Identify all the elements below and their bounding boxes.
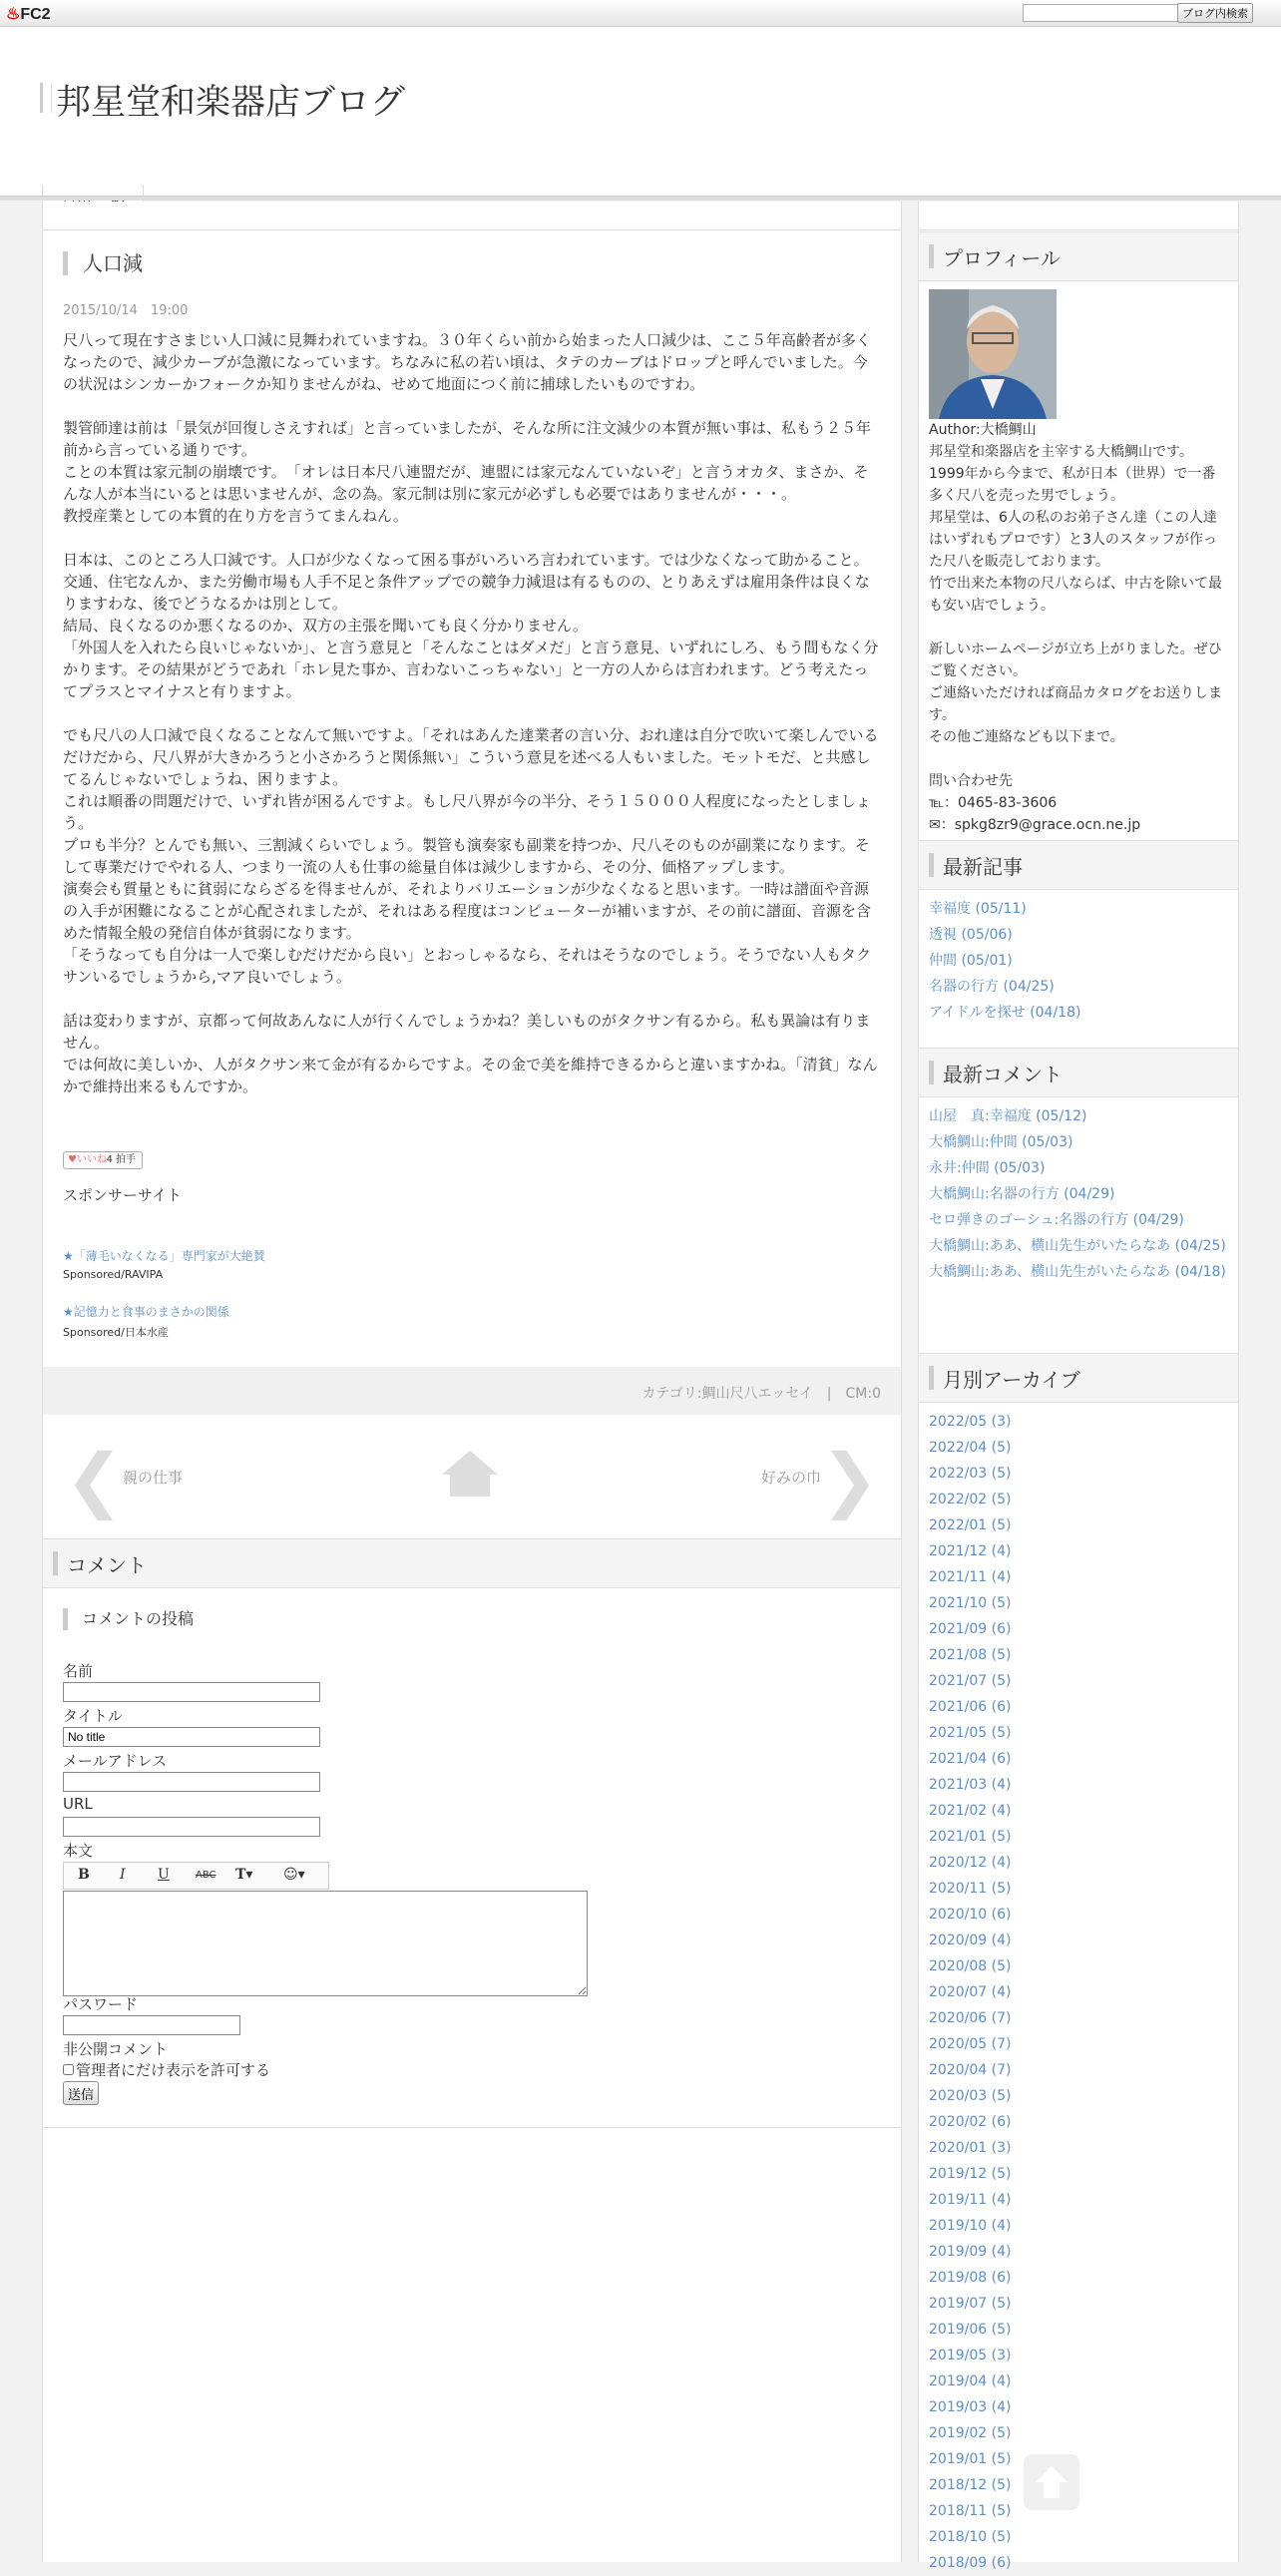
- blog-search-input[interactable]: [1023, 4, 1180, 22]
- archive-month-link[interactable]: 2019/08 (6): [929, 2270, 1012, 2286]
- font-color-button[interactable]: T▾: [235, 1867, 253, 1883]
- main-top-divider: [43, 229, 901, 230]
- sponsored-ad-link[interactable]: ★「薄毛いなくなる」専門家が大絶賛: [63, 1249, 265, 1263]
- private-checkbox-label[interactable]: 管理者にだけ表示を許可する: [76, 2061, 271, 2079]
- entry-category-cm[interactable]: カテゴリ:鯛山尺八エッセイ | CM:0: [641, 1386, 881, 1402]
- archive-month-link[interactable]: 2021/06 (6): [929, 1699, 1012, 1715]
- recent-posts-header: [919, 840, 1238, 890]
- recent-post-link[interactable]: 名器の行方 (04/25): [929, 979, 1055, 995]
- archive-month-link[interactable]: 2019/04 (4): [929, 2373, 1012, 2389]
- profile-photo[interactable]: [929, 289, 1057, 419]
- recent-post-link[interactable]: 透視 (05/06): [929, 927, 1013, 943]
- archive-month-link[interactable]: 2022/05 (3): [929, 1414, 1012, 1430]
- profile-title: プロフィール: [943, 246, 1061, 270]
- archive-month-link[interactable]: 2022/02 (5): [929, 1492, 1012, 1507]
- archive-month-link[interactable]: 2020/01 (3): [929, 2140, 1012, 2156]
- archive-month-link[interactable]: 2019/12 (5): [929, 2166, 1012, 2182]
- recent-posts-list: [929, 896, 1080, 1026]
- home-icon[interactable]: [440, 1449, 500, 1499]
- next-arrow-icon[interactable]: ❯: [820, 1439, 879, 1520]
- archive-month-link[interactable]: 2022/04 (5): [929, 1440, 1012, 1456]
- blog-search-button[interactable]: ブログ内検索: [1177, 3, 1253, 23]
- submit-comment-button[interactable]: 送信: [63, 2081, 99, 2105]
- prev-entry-link[interactable]: 親の仕事: [123, 1469, 184, 1487]
- password-field[interactable]: [63, 2015, 240, 2035]
- side-top-divider: [919, 229, 1238, 230]
- title-decoration: [40, 83, 52, 113]
- archive-month-link[interactable]: 2019/02 (5): [929, 2425, 1012, 2441]
- archive-month-link[interactable]: 2021/11 (4): [929, 1569, 1012, 1585]
- fc2-logo[interactable]: [6, 4, 51, 24]
- recent-comment-link[interactable]: 大橋鯛山:名器の行方 (04/29): [929, 1186, 1115, 1202]
- recent-comment-link[interactable]: 大橋鯛山:ああ、横山先生がいたらなあ (04/18): [929, 1264, 1226, 1280]
- name-label: 名前: [63, 1662, 94, 1680]
- archive-month-link[interactable]: 2020/12 (4): [929, 1855, 1012, 1871]
- recent-comment-link[interactable]: 大橋鯛山:ああ、横山先生がいたらなあ (04/25): [929, 1238, 1226, 1254]
- archive-month-link[interactable]: 2021/03 (4): [929, 1777, 1012, 1793]
- recent-comment-link[interactable]: 大橋鯛山:仲間 (05/03): [929, 1134, 1073, 1150]
- prev-arrow-icon[interactable]: ❮: [65, 1439, 124, 1520]
- recent-comment-link[interactable]: 山屋 真:幸福度 (05/12): [929, 1108, 1087, 1124]
- archive-month-link[interactable]: 2019/03 (4): [929, 2399, 1012, 2415]
- like-button[interactable]: [63, 1151, 143, 1169]
- entry-footer: [43, 1367, 901, 1415]
- archive-month-link[interactable]: 2018/10 (5): [929, 2529, 1012, 2545]
- emoji-button[interactable]: ☺▾: [283, 1867, 305, 1883]
- archive-month-link[interactable]: 2021/05 (5): [929, 1725, 1012, 1741]
- italic-button[interactable]: I: [120, 1867, 126, 1883]
- recent-post-link[interactable]: 幸福度 (05/11): [929, 901, 1027, 917]
- comment-form-title: コメントの投稿: [63, 1608, 194, 1630]
- archive-month-link[interactable]: 2019/10 (4): [929, 2218, 1012, 2234]
- profile-line: 竹で出来た本物の尺八ならば、中古を除いて最も安い店でしょう。: [929, 576, 1222, 614]
- body-label: 本文: [63, 1842, 94, 1860]
- sponsored-ad-link[interactable]: ★記憶力と食事のまさかの関係: [63, 1305, 229, 1319]
- profile-line: Author:大橋鯛山: [929, 422, 1037, 438]
- blog-title[interactable]: 邦星堂和楽器店ブログ: [56, 83, 406, 123]
- header-bar: [929, 1366, 934, 1390]
- profile-line: 邦星堂和楽器店を主宰する大橋鯛山です。1999年から今まで、私が日本（世界）で一番多く尺八を売った男でしょう。: [929, 444, 1216, 504]
- profile-spacer: [929, 617, 1228, 639]
- comments-title: コメント: [67, 1553, 147, 1577]
- entry-paragraph: でも尺八の人口減で良くなることなんて無いですよ。「それはあんた達業者の言い分、おれ達は自分で吹いて楽しんでいるだけだから、尺八界が大きかろうと小さかろうと関係無い」こういう意見を述べる人もいました。モットモだ、と共感してるんじゃないでしょうね、困りますよ。 これは順番の問題だけで、いずれ皆が困るんですよ。もし尺八界が今の半分、そう１５０００人程度になったとしましょう。 プロも半分？とんでも無い、三割減くらいでしょう。製管も演奏家も副業を持つか、尺八そのものが副業になります。そして専業だけでやれる人、つまり一流の人も仕事の総量自体は減少しますから、その分、価格アップします。 演奏会も質量ともに貧弱にならざるを得ませんが、それよりバリエーションが少なくなると思います。一時は譜面や音源の入手が困難になることが心配されましたが、それはある程度はコンピューターが補いますが、その前に譜面、音源を含めた情報全般の発信自体が貧弱になります。 「そうなっても自分は一人で楽しむだけだから良い」とおっしゃるなら、それはそうなのでしょう。そうでない人もタクサンいるでしょうから,マア良いでしょう。: [63, 726, 879, 986]
- arrow-up-icon: [1024, 2454, 1079, 2510]
- archive-month-link[interactable]: 2020/03 (5): [929, 2088, 1012, 2104]
- url-label: URL: [63, 1795, 93, 1813]
- header-bar: [53, 1551, 58, 1575]
- like-label: ♥いいね: [68, 1154, 107, 1165]
- profile-line: 問い合わせ先: [929, 773, 1013, 789]
- archive-month-link[interactable]: 2019/05 (3): [929, 2348, 1012, 2363]
- archive-month-link[interactable]: 2020/05 (7): [929, 2036, 1012, 2052]
- main-bottom-divider: [43, 2127, 901, 2128]
- editor-toolbar: [63, 1862, 329, 1890]
- url-field[interactable]: [63, 1817, 320, 1837]
- archive-month-link[interactable]: 2019/06 (5): [929, 2322, 1012, 2338]
- header-bar: [929, 244, 934, 268]
- archive-month-link[interactable]: 2019/11 (4): [929, 2192, 1012, 2208]
- sponsor-title: スポンサーサイト: [63, 1186, 182, 1204]
- archive-month-link[interactable]: 2021/07 (5): [929, 1673, 1012, 1689]
- private-checkbox-row: [63, 2059, 270, 2080]
- archive-month-link[interactable]: 2020/04 (7): [929, 2062, 1012, 2078]
- archive-list: [929, 1409, 1011, 2576]
- archive-month-link[interactable]: 2018/11 (5): [929, 2503, 1012, 2519]
- profile-line: 新しいホームページが立ち上がりました。ぜひご覧ください。: [929, 642, 1222, 679]
- title-field[interactable]: [63, 1727, 320, 1747]
- archive-month-link[interactable]: 2021/10 (5): [929, 1595, 1012, 1611]
- archive-month-link[interactable]: 2020/06 (7): [929, 2010, 1012, 2026]
- recent-post-link[interactable]: 仲間 (05/01): [929, 953, 1013, 969]
- sponsored-ad: [63, 1247, 265, 1281]
- archive-month-link[interactable]: 2021/04 (6): [929, 1751, 1012, 1767]
- archive-month-link[interactable]: 2020/08 (5): [929, 1958, 1012, 1974]
- header-bar: [929, 1061, 934, 1084]
- archive-header: [919, 1353, 1238, 1403]
- bold-button[interactable]: B: [78, 1867, 90, 1883]
- header-bar: [929, 853, 934, 877]
- archive-month-link[interactable]: 2022/01 (5): [929, 1517, 1012, 1533]
- archive-month-link[interactable]: 2021/12 (4): [929, 1543, 1012, 1559]
- archive-month-link[interactable]: 2020/02 (6): [929, 2114, 1012, 2130]
- archive-month-link[interactable]: 2019/01 (5): [929, 2451, 1012, 2467]
- archive-month-link[interactable]: 2021/01 (5): [929, 1829, 1012, 1845]
- name-field[interactable]: [63, 1682, 320, 1702]
- entry-date: 2015/10/14 19:00: [63, 303, 189, 318]
- scroll-to-top-button[interactable]: [1024, 2454, 1079, 2510]
- archive-month-link[interactable]: 2020/07 (4): [929, 1984, 1012, 2000]
- sidebar: [918, 202, 1239, 2571]
- profile-line: ご連絡いただければ商品カタログをお送りします。: [929, 685, 1222, 723]
- recent-comment-link[interactable]: セロ弾きのゴーシュ:名器の行方 (04/29): [929, 1212, 1184, 1228]
- sponsored-ad-source: Sponsored/日本水産: [63, 1326, 169, 1339]
- strikethrough-button[interactable]: ABC: [196, 1870, 216, 1881]
- password-label: パスワード: [63, 1995, 139, 2013]
- comments-header: [43, 1538, 901, 1588]
- like-count: 4 拍手: [106, 1154, 136, 1165]
- archive-month-link[interactable]: 2018/12 (5): [929, 2477, 1012, 2493]
- profile-line: その他ご連絡なども以下まで。: [929, 729, 1124, 745]
- recent-comment-link[interactable]: 永井:仲間 (05/03): [929, 1160, 1046, 1176]
- archive-month-link[interactable]: 2020/09 (4): [929, 1932, 1012, 1948]
- entry-paragraph: 日本は、このところ人口減です。人口が少なくなって困る事がいろいろ言われています。では少なくなって助かること。交通、住宅なんか、また労働市場も人手不足と条件アップでの競争力減退は有るものの、とりあえずは雇用条件は良くなりますわな、後でどうなるかは別として。 結局、良くなるのか悪くなるのか、双方の主張を聞いても良く分かりません。 「外国人を入れたら良いじゃないか」、と言う意見と「そんなことはダメだ」と言う意見、いずれにしろ、もう間もなく分かります。その結果がどうであれ「ホレ見た事か、言わないこっちゃない」と一方の人からは言われます。どう考えたってプラスとマイナスと有りますよ。: [63, 551, 879, 700]
- sponsored-ad: [63, 1303, 229, 1340]
- email-field[interactable]: [63, 1772, 320, 1792]
- archive-month-link[interactable]: 2022/03 (5): [929, 1466, 1012, 1482]
- fc2-logo-text: FC2: [20, 6, 51, 23]
- entry-pager: [43, 1417, 901, 1539]
- recent-comments-list: [929, 1105, 1228, 1287]
- next-entry-link[interactable]: 好みの巾: [760, 1469, 821, 1487]
- profile-line: 邦星堂は、6人の私のお弟子さん達（この人達はいずれもプロです）と3人のスタッフが作った尺八を販売しております。: [929, 510, 1217, 570]
- recent-posts-title: 最新記事: [943, 855, 1023, 879]
- entry-paragraph: 話は変わりますが、京都って何故あんなに人が行くんでしょうかね？美しいものがタクサン有るから。私も異論は有りません。 では何故に美しいか、人がタクサン来て金が有るからですよ。その金で美を維持できるからと違いますかね。「清貧」なんかで維持出来るもんですか。: [63, 1012, 878, 1095]
- sponsored-ad-source: Sponsored/RAVIPA: [63, 1268, 164, 1281]
- archive-month-link[interactable]: 2021/09 (6): [929, 1621, 1012, 1637]
- entry-paragraph: 尺八って現在すさまじい人口減に見舞われていますね。３０年くらい前から始まった人口減少は、ここ５年高齢者が多くなったので、減少カーブが急激になっています。ちなみに私の若い頃は、タテのカーブはドロップと呼んでいました。今の状況はシンカーかフォークか知りませんがね、せめて地面につく前に捕球したいものですわ。: [63, 331, 872, 393]
- private-label: 非公開コメント: [63, 2040, 169, 2058]
- entry-body: [63, 329, 881, 1119]
- entry-paragraph: 製管師達は前は「景気が回復しさえすれば」と言っていましたが、そんな所に注文減少の本質が無い事は、私もう２５年前から言っている通りです。 ことの本質は家元制の崩壊です。 「オレは日本尺八連盟だが、連盟には家元なんていないぞ」と言うオカタ、まさか、そんな人が本当にいるとは思いませんが、念の為。家元制は別に家元が必ずしも必要ではありませんが・・・。 教授産業としての本質的在り方を言うてまんねん。: [63, 419, 872, 525]
- blog-header: [0, 27, 1281, 197]
- profile-text: [929, 419, 1228, 836]
- archive-title: 月別アーカイブ: [943, 1368, 1080, 1392]
- underline-button[interactable]: U: [158, 1867, 170, 1883]
- archive-month-link[interactable]: 2019/09 (4): [929, 2244, 1012, 2260]
- recent-comments-title: 最新コメント: [943, 1063, 1063, 1086]
- recent-comments-header: [919, 1048, 1238, 1097]
- archive-month-link[interactable]: 2020/10 (6): [929, 1907, 1012, 1923]
- private-checkbox[interactable]: [63, 2064, 74, 2075]
- title-label: タイトル: [63, 1707, 123, 1725]
- profile-phone: ℡：0465-83-3606: [929, 795, 1058, 811]
- fc2-flame-icon: ♨: [6, 6, 21, 23]
- recent-post-link[interactable]: アイドルを探せ (04/18): [929, 1005, 1081, 1021]
- fc2-toolbar: [0, 0, 1281, 27]
- comment-body-textarea[interactable]: [63, 1891, 588, 1996]
- archive-month-link[interactable]: 2021/02 (4): [929, 1803, 1012, 1819]
- nav-divider: [0, 196, 1281, 201]
- entry-title: 人口減: [63, 251, 143, 275]
- archive-month-link[interactable]: 2018/09 (6): [929, 2555, 1012, 2571]
- archive-month-link[interactable]: 2021/08 (5): [929, 1647, 1012, 1663]
- mail-label: メールアドレス: [63, 1752, 168, 1770]
- archive-month-link[interactable]: 2020/11 (5): [929, 1881, 1012, 1897]
- profile-header: [919, 231, 1238, 281]
- main-column: [42, 202, 902, 2562]
- archive-month-link[interactable]: 2019/07 (5): [929, 2296, 1012, 2312]
- profile-spacer: [929, 748, 1228, 770]
- profile-email: ✉：spkg8zr9@grace.ocn.ne.jp: [929, 817, 1141, 833]
